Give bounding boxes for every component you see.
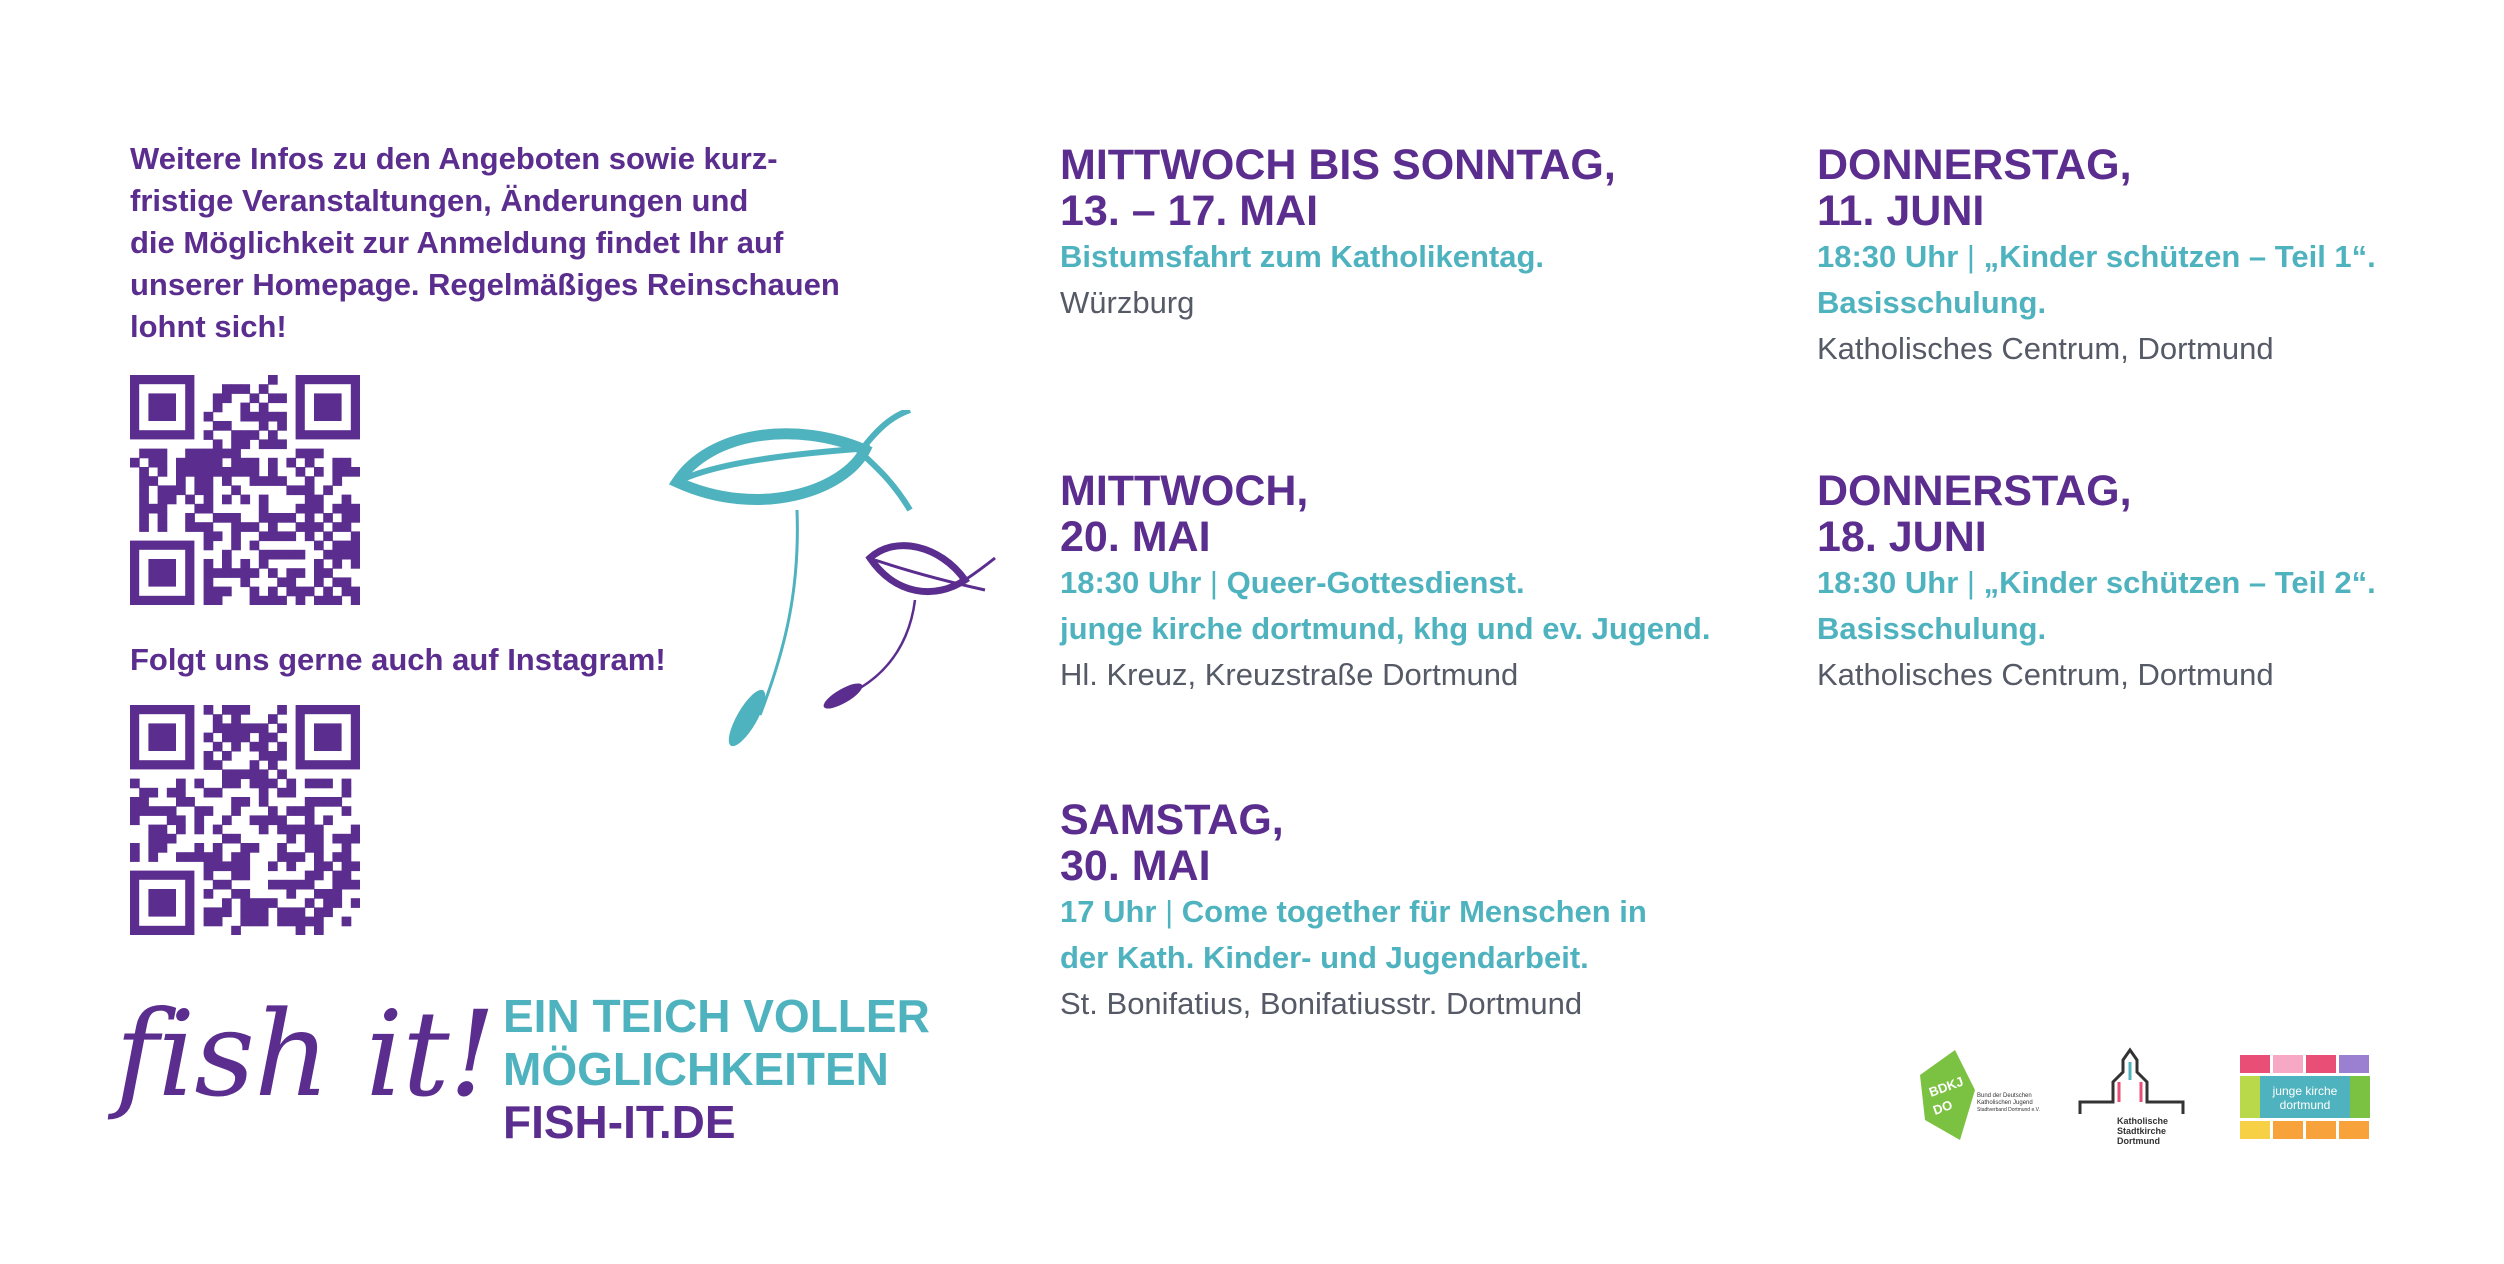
separator: |	[1966, 565, 1975, 600]
event-subtitle: der Kath. Kinder- und Jugendarbeit.	[1060, 940, 1589, 975]
svg-text:Katholische: Katholische	[2117, 1116, 2169, 1126]
stadtkirche-logo	[2075, 1042, 2190, 1147]
website-link[interactable]: FISH-IT.DE	[503, 1096, 736, 1148]
intro-line: die Möglichkeit zur Anmeldung findet Ihr auf	[130, 225, 784, 260]
intro-line: unserer Homepage. Regelmäßiges Reinschauen	[130, 267, 840, 302]
separator: |	[1165, 894, 1174, 929]
event-day: DONNERSTAG,	[1817, 141, 2132, 189]
separator: |	[1966, 239, 1975, 274]
event-location: St. Bonifatius, Bonifatiusstr. Dortmund	[1060, 986, 1583, 1021]
event-title: Bistumsfahrt zum Katholikentag.	[1060, 239, 1544, 274]
svg-text:junge kirche: junge kirche	[2272, 1084, 2338, 1098]
event-time: 18:30 Uhr	[1817, 239, 1959, 274]
svg-text:dortmund: dortmund	[2279, 1098, 2331, 1112]
event-date: 30. MAI	[1060, 842, 1211, 890]
event-date: 11. JUNI	[1817, 187, 1985, 235]
event-queer-gottesdienst	[1060, 468, 1760, 698]
event-kinder-schuetzen-1	[1817, 142, 2504, 372]
event-day: MITTWOCH,	[1060, 467, 1309, 515]
event-kinder-schuetzen-2	[1817, 468, 2504, 698]
instagram-qr-code[interactable]	[130, 705, 360, 935]
slogan-line: EIN TEICH VOLLER	[503, 990, 930, 1042]
event-title-line	[1817, 560, 2504, 606]
event-time: 18:30 Uhr	[1817, 565, 1959, 600]
svg-text:Stadtverband Dortmund e.V.: Stadtverband Dortmund e.V.	[1977, 1107, 2040, 1113]
event-title: Come together für Menschen in	[1181, 894, 1647, 929]
event-location: Hl. Kreuz, Kreuzstraße Dortmund	[1060, 657, 1519, 692]
event-title: „Kinder schützen – Teil 1“.	[1983, 239, 2376, 274]
event-title: Queer-Gottesdienst.	[1226, 565, 1525, 600]
event-subtitle: Basisschulung.	[1817, 611, 2047, 646]
svg-text:Katholischen Jugend: Katholischen Jugend	[1977, 1100, 2033, 1106]
instagram-text: Folgt uns gerne auch auf Instagram!	[130, 642, 666, 677]
event-day: MITTWOCH BIS SONNTAG,	[1060, 141, 1616, 189]
event-day: DONNERSTAG,	[1817, 467, 2132, 515]
slogan-line: MÖGLICHKEITEN	[503, 1043, 889, 1095]
event-date: 18. JUNI	[1817, 513, 1987, 561]
event-katholikentag	[1060, 142, 1760, 326]
bdkj-logo	[1915, 1045, 2045, 1145]
svg-text:DO: DO	[1930, 1097, 1955, 1118]
event-come-together	[1060, 797, 1760, 1027]
intro-text	[130, 138, 850, 348]
homepage-qr-code[interactable]	[130, 375, 360, 605]
intro-line: lohnt sich!	[130, 309, 287, 344]
slogan	[503, 990, 930, 1149]
event-time: 18:30 Uhr	[1060, 565, 1202, 600]
event-location: Katholisches Centrum, Dortmund	[1817, 657, 2274, 692]
event-date: 13. – 17. MAI	[1060, 187, 1319, 235]
fish-it-logo: fish it!	[115, 985, 496, 1123]
event-date: 20. MAI	[1060, 513, 1211, 561]
svg-text:Stadtkirche: Stadtkirche	[2117, 1126, 2167, 1136]
intro-line: Weitere Infos zu den Angeboten sowie kurz-	[130, 141, 778, 176]
svg-text:Bund der Deutschen: Bund der Deutschen	[1977, 1093, 2032, 1099]
event-subtitle: junge kirche dortmund, khg und ev. Jugend.	[1060, 611, 1711, 646]
fishing-fish-illustration	[665, 410, 1010, 760]
event-time: 17 Uhr	[1060, 894, 1157, 929]
junge-kirche-logo	[2235, 1050, 2380, 1145]
event-title: „Kinder schützen – Teil 2“.	[1983, 565, 2376, 600]
event-location: Katholisches Centrum, Dortmund	[1817, 331, 2274, 366]
separator: |	[1209, 565, 1218, 600]
event-title-line	[1060, 560, 1760, 606]
event-day: SAMSTAG,	[1060, 796, 1284, 844]
event-title-line	[1817, 234, 2504, 280]
event-subtitle: Basisschulung.	[1817, 285, 2047, 320]
event-title-line	[1060, 889, 1760, 935]
svg-text:BDKJ: BDKJ	[1926, 1073, 1966, 1100]
svg-text:Dortmund: Dortmund	[2117, 1136, 2160, 1146]
intro-line: fristige Veranstaltungen, Änderungen und	[130, 183, 749, 218]
event-location: Würzburg	[1060, 285, 1195, 320]
